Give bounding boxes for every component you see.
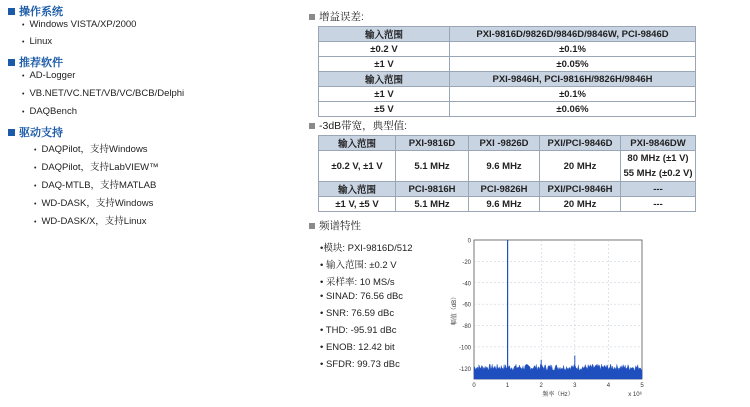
table-row: ±0.2 V, ±1 V 5.1 MHz 9.6 MHz 20 MHz 80 MHz (±1 V) 55 MHz (±0.2 V) (319, 151, 696, 182)
gain-error-title: 增益误差: (309, 9, 364, 24)
square-bullet-icon (8, 8, 15, 15)
spectrum-param: • THD: -95.91 dBc (320, 325, 397, 336)
plot-area (474, 240, 642, 379)
x-axis-label: 频率（Hz） (542, 392, 574, 398)
table-row: ±5 V ±0.06% (319, 102, 696, 117)
spectrum-param: • SINAD: 76.56 dBc (320, 291, 404, 302)
list-item: • DAQ-MTLB，支持MATLAB (34, 180, 157, 191)
y-tick-label: 0 (467, 238, 471, 245)
spectrum-param: • SFDR: 99.73 dBc (320, 359, 400, 370)
spectrum-chart (448, 236, 648, 402)
spectrum-param: •模块: PXI-9816D/512 (320, 243, 413, 254)
spectrum-param: • 采样率: 10 MS/s (320, 277, 395, 288)
y-tick-label: -100 (458, 345, 471, 352)
x-tick-label: 4 (606, 383, 611, 389)
driver-heading: 驱动支持 (8, 124, 63, 140)
y-tick-label: -20 (462, 259, 471, 266)
list-item: • DAQPilot，支持Windows (34, 144, 148, 155)
spectrum-param: • SNR: 76.59 dBc (320, 308, 395, 319)
x-multiplier-label: x 10⁶ (628, 392, 642, 398)
spectrum-title: 频谱特性 (309, 218, 361, 233)
spectrum-param: • 输入范围: ±0.2 V (320, 260, 397, 271)
x-tick-label: 0 (472, 383, 476, 389)
y-tick-label: -40 (462, 281, 471, 288)
bandwidth-table (318, 135, 696, 212)
y-tick-label: -60 (462, 302, 471, 309)
list-item: • VB.NET/VC.NET/VB/VC/BCB/Delphi (22, 88, 185, 99)
square-bullet-icon (309, 14, 315, 20)
table-row: ±0.2 V ±0.1% (319, 42, 696, 57)
list-item: • AD-Logger (22, 70, 76, 81)
table-row: 输入范围 PCI-9816H PCI-9826H PXI/PCI-9846H --- (319, 182, 696, 197)
table-row: ±1 V ±0.05% (319, 57, 696, 72)
x-tick-label: 5 (640, 383, 644, 389)
x-tick-label: 3 (573, 383, 577, 389)
list-item: • DAQBench (22, 106, 77, 117)
list-item: • WD-DASK，支持Windows (34, 198, 154, 209)
list-item: • WD-DASK/X，支持Linux (34, 216, 147, 227)
y-axis-label: 幅值（dB） (452, 293, 458, 326)
spectrum-param: • ENOB: 12.42 bit (320, 342, 395, 353)
bandwidth-title: -3dB带宽，典型值: (309, 118, 407, 133)
square-bullet-icon (309, 123, 315, 129)
table-row: 输入范围 PXI-9816D PXI -9826D PXI/PCI-9846D PXI-9846DW (319, 136, 696, 151)
y-tick-label: -120 (458, 366, 471, 373)
table-row: 输入范围 PXI-9816D/9826D/9846D/9846W, PCI-9846D (319, 27, 696, 42)
os-heading: 操作系统 (8, 3, 63, 19)
square-bullet-icon (8, 129, 15, 136)
table-row: ±1 V ±0.1% (319, 87, 696, 102)
table-row: 输入范围 PXI-9846H, PCI-9816H/9826H/9846H (319, 72, 696, 87)
x-tick-label: 1 (505, 383, 510, 389)
x-tick-label: 2 (539, 383, 543, 389)
gain-error-table (318, 26, 696, 117)
list-item: • DAQPilot，支持LabVIEW™ (34, 162, 159, 173)
table-row: ±1 V, ±5 V 5.1 MHz 9.6 MHz 20 MHz --- (319, 197, 696, 212)
software-heading: 推荐软件 (8, 54, 63, 70)
list-item: • Windows VISTA/XP/2000 (22, 19, 137, 30)
square-bullet-icon (8, 59, 15, 66)
square-bullet-icon (309, 223, 315, 229)
list-item: • Linux (22, 36, 53, 47)
spectrum-chart-svg (448, 236, 648, 402)
y-tick-label: -80 (462, 324, 471, 331)
